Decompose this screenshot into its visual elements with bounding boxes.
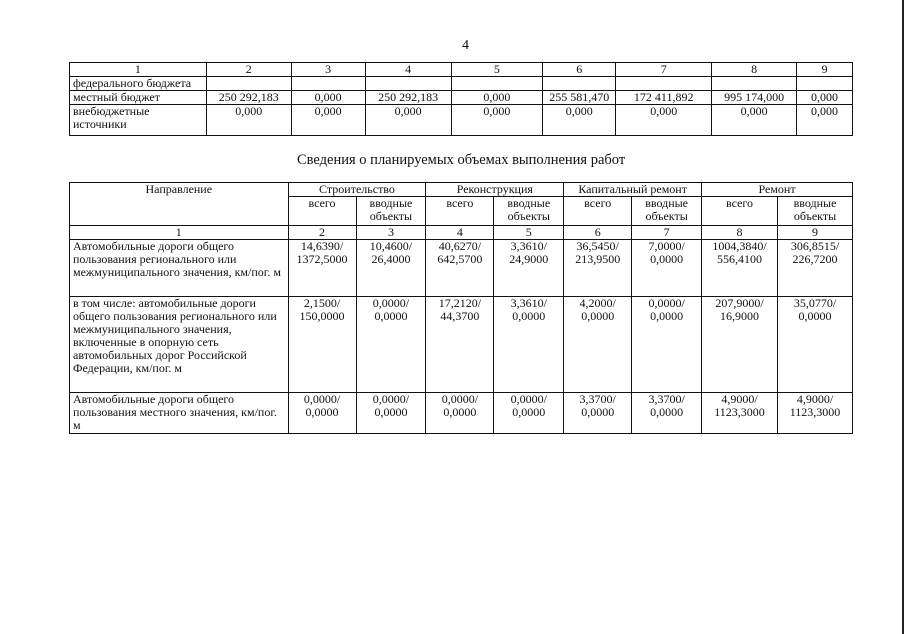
- budget-cell: [797, 77, 853, 91]
- value-cell: 3,3700/ 0,0000: [632, 393, 702, 434]
- budget-col-number: 4: [365, 63, 451, 77]
- subheader-total: всего: [288, 197, 356, 226]
- budget-cell: 172 411,892: [616, 91, 712, 105]
- direction-cell: в том числе: автомобильные дороги общего пользования регионального или межмуниципального значения, включенные в опорную сеть автомобильных дорог Российской Федерации, км/пог. м: [70, 297, 289, 393]
- group-header-reconstruction: Реконструкция: [426, 183, 564, 197]
- direction-cell: Автомобильные дороги общего пользования регионального или межмуниципального значения, км/пог. м: [70, 240, 289, 297]
- value-cell: 7,0000/ 0,0000: [632, 240, 702, 297]
- column-number: 7: [632, 226, 702, 240]
- value-cell: 207,9000/ 16,9000: [702, 297, 778, 393]
- value-cell: 4,9000/ 1123,3000: [778, 393, 853, 434]
- budget-cell: [365, 77, 451, 91]
- value-cell: 0,0000/ 0,0000: [632, 297, 702, 393]
- budget-cell: 0,000: [616, 105, 712, 136]
- value-cell: 4,9000/ 1123,3000: [702, 393, 778, 434]
- value-cell: 306,8515/ 226,7200: [778, 240, 853, 297]
- subheader-commissioned: вводные объекты: [356, 197, 426, 226]
- value-cell: 0,0000/ 0,0000: [288, 393, 356, 434]
- budget-cell: 995 174,000: [712, 91, 797, 105]
- budget-col-number: 1: [70, 63, 207, 77]
- value-cell: 0,0000/ 0,0000: [356, 393, 426, 434]
- budget-col-number: 8: [712, 63, 797, 77]
- direction-header: Направление: [70, 183, 289, 226]
- value-cell: 17,2120/ 44,3700: [426, 297, 494, 393]
- value-cell: 1004,3840/ 556,4100: [702, 240, 778, 297]
- subheader-total: всего: [426, 197, 494, 226]
- budget-header-row: [70, 63, 853, 77]
- group-header-row: [70, 183, 853, 197]
- budget-cell: [543, 77, 616, 91]
- value-cell: 2,1500/ 150,0000: [288, 297, 356, 393]
- value-cell: 4,2000/ 0,0000: [564, 297, 632, 393]
- budget-col-number: 7: [616, 63, 712, 77]
- table-row: [70, 240, 853, 297]
- budget-cell: 0,000: [291, 105, 365, 136]
- value-cell: 14,6390/ 1372,5000: [288, 240, 356, 297]
- table-row: [70, 105, 853, 136]
- budget-cell: [206, 77, 291, 91]
- value-cell: 0,0000/ 0,0000: [356, 297, 426, 393]
- column-number: 8: [702, 226, 778, 240]
- direction-cell: Автомобильные дороги общего пользования местного значения, км/пог. м: [70, 393, 289, 434]
- budget-cell: 250 292,183: [206, 91, 291, 105]
- budget-cell: 0,000: [543, 105, 616, 136]
- budget-cell: 0,000: [712, 105, 797, 136]
- table-row: [70, 91, 853, 105]
- column-number: 3: [356, 226, 426, 240]
- budget-cell: 0,000: [797, 105, 853, 136]
- budget-table: [69, 62, 853, 136]
- column-number: 6: [564, 226, 632, 240]
- group-header-repair: Ремонт: [702, 183, 853, 197]
- budget-row-label: внебюджетные источники: [70, 105, 207, 136]
- value-cell: 36,5450/ 213,9500: [564, 240, 632, 297]
- value-cell: 3,3700/ 0,0000: [564, 393, 632, 434]
- table-row: [70, 297, 853, 393]
- value-cell: 0,0000/ 0,0000: [494, 393, 564, 434]
- budget-col-number: 3: [291, 63, 365, 77]
- page-number: 4: [462, 38, 469, 53]
- budget-col-number: 9: [797, 63, 853, 77]
- column-number: 1: [70, 226, 289, 240]
- value-cell: 10,4600/ 26,4000: [356, 240, 426, 297]
- budget-cell: 0,000: [451, 91, 543, 105]
- value-cell: 40,6270/ 642,5700: [426, 240, 494, 297]
- column-number-row: [70, 226, 853, 240]
- budget-cell: [451, 77, 543, 91]
- budget-col-number: 6: [543, 63, 616, 77]
- budget-cell: 0,000: [451, 105, 543, 136]
- budget-cell: 0,000: [365, 105, 451, 136]
- budget-row-label: федерального бюджета: [70, 77, 207, 91]
- value-cell: 35,0770/ 0,0000: [778, 297, 853, 393]
- column-number: 9: [778, 226, 853, 240]
- works-table: [69, 182, 853, 434]
- budget-col-number: 2: [206, 63, 291, 77]
- table-row: [70, 393, 853, 434]
- table-row: [70, 77, 853, 91]
- subheader-commissioned: вводные объекты: [632, 197, 702, 226]
- subheader-commissioned: вводные объекты: [494, 197, 564, 226]
- budget-row-label: местный бюджет: [70, 91, 207, 105]
- value-cell: 3,3610/ 24,9000: [494, 240, 564, 297]
- budget-col-number: 5: [451, 63, 543, 77]
- budget-cell: [291, 77, 365, 91]
- group-header-construction: Строительство: [288, 183, 426, 197]
- budget-cell: 250 292,183: [365, 91, 451, 105]
- budget-cell: [616, 77, 712, 91]
- value-cell: 0,0000/ 0,0000: [426, 393, 494, 434]
- column-number: 2: [288, 226, 356, 240]
- column-number: 4: [426, 226, 494, 240]
- section-title: Сведения о планируемых объемах выполнения работ: [297, 152, 626, 168]
- subheader-total: всего: [702, 197, 778, 226]
- column-number: 5: [494, 226, 564, 240]
- budget-cell: 0,000: [206, 105, 291, 136]
- budget-cell: 255 581,470: [543, 91, 616, 105]
- value-cell: 3,3610/ 0,0000: [494, 297, 564, 393]
- budget-cell: 0,000: [291, 91, 365, 105]
- subheader-total: всего: [564, 197, 632, 226]
- group-header-capital-repair: Капитальный ремонт: [564, 183, 702, 197]
- budget-cell: [712, 77, 797, 91]
- budget-cell: 0,000: [797, 91, 853, 105]
- subheader-commissioned: вводные объекты: [778, 197, 853, 226]
